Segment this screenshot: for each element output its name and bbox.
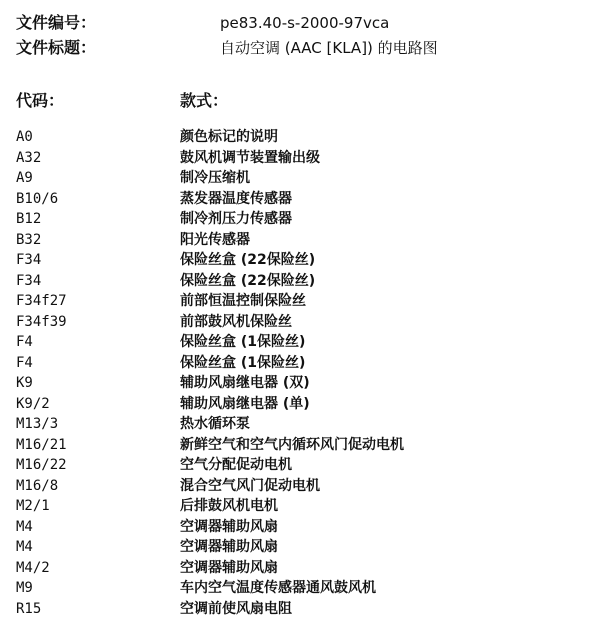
component-description: 保险丝盒 (1保险丝): [180, 353, 305, 374]
list-item: [0, 537, 602, 558]
component-description: 前部鼓风机保险丝: [180, 312, 292, 333]
list-item: [0, 148, 602, 169]
file-number-value: pe83.40-s-2000-97vca: [220, 12, 389, 34]
component-code: A0: [16, 127, 33, 148]
component-code: M4: [16, 517, 33, 538]
component-description: 制冷压缩机: [180, 168, 250, 189]
list-item: [0, 414, 602, 435]
component-description: 空气分配促动电机: [180, 455, 292, 476]
component-code: B12: [16, 209, 41, 230]
component-code: B32: [16, 230, 41, 251]
list-item: [0, 230, 602, 251]
component-code: M4/2: [16, 558, 50, 579]
list-item: [0, 127, 602, 148]
list-item: [0, 189, 602, 210]
file-number-label: 文件编号：: [16, 12, 96, 34]
list-item: [0, 271, 602, 292]
component-description: 保险丝盒 (22保险丝): [180, 250, 315, 271]
component-description: 混合空气风门促动电机: [180, 476, 320, 497]
component-description: 热水循环泵: [180, 414, 250, 435]
model-header: 款式：: [180, 90, 228, 112]
list-item: [0, 476, 602, 497]
component-code: K9: [16, 373, 33, 394]
component-code: F34: [16, 271, 41, 292]
code-header: 代码：: [16, 90, 64, 112]
list-item: [0, 332, 602, 353]
component-description: 前部恒温控制保险丝: [180, 291, 306, 312]
list-item: [0, 312, 602, 333]
list-item: [0, 168, 602, 189]
component-code: B10/6: [16, 189, 58, 210]
component-description: 空调器辅助风扇: [180, 537, 278, 558]
component-code: M4: [16, 537, 33, 558]
component-description: 制冷剂压力传感器: [180, 209, 292, 230]
list-item: [0, 209, 602, 230]
component-code: M13/3: [16, 414, 58, 435]
component-code: A32: [16, 148, 41, 169]
file-title-value: 自动空调 (AAC [KLA]) 的电路图: [220, 37, 438, 59]
component-code: M16/8: [16, 476, 58, 497]
component-description: 辅助风扇继电器 (单): [180, 394, 310, 415]
component-description: 蒸发器温度传感器: [180, 189, 292, 210]
list-item: [0, 373, 602, 394]
list-item: [0, 394, 602, 415]
component-code: F34: [16, 250, 41, 271]
component-description: 保险丝盒 (22保险丝): [180, 271, 315, 292]
component-code: R15: [16, 599, 41, 619]
file-title-label: 文件标题：: [16, 37, 96, 59]
list-item: [0, 455, 602, 476]
component-description: 后排鼓风机电机: [180, 496, 278, 517]
list-item: [0, 496, 602, 517]
component-description: 新鲜空气和空气内循环风门促动电机: [180, 435, 404, 456]
component-code: F4: [16, 353, 33, 374]
component-code: A9: [16, 168, 33, 189]
list-item: [0, 599, 602, 619]
component-description: 鼓风机调节装置输出级: [180, 148, 320, 169]
list-item: [0, 353, 602, 374]
list-item: [0, 517, 602, 538]
component-code: F34f27: [16, 291, 67, 312]
component-code: K9/2: [16, 394, 50, 415]
component-description: 保险丝盒 (1保险丝): [180, 332, 305, 353]
list-item: [0, 435, 602, 456]
component-description: 颜色标记的说明: [180, 127, 278, 148]
list-item: [0, 291, 602, 312]
component-description: 车内空气温度传感器通风鼓风机: [180, 578, 376, 599]
list-item: [0, 578, 602, 599]
component-description: 空调前使风扇电阻: [180, 599, 292, 619]
list-item: [0, 250, 602, 271]
component-description: 阳光传感器: [180, 230, 250, 251]
component-code: F4: [16, 332, 33, 353]
list-item: [0, 558, 602, 579]
component-code: M9: [16, 578, 33, 599]
component-description: 空调器辅助风扇: [180, 517, 278, 538]
component-code: M16/21: [16, 435, 67, 456]
component-description: 空调器辅助风扇: [180, 558, 278, 579]
component-list: [0, 127, 602, 619]
component-code: F34f39: [16, 312, 67, 333]
component-description: 辅助风扇继电器 (双): [180, 373, 310, 394]
component-code: M2/1: [16, 496, 50, 517]
component-code: M16/22: [16, 455, 67, 476]
